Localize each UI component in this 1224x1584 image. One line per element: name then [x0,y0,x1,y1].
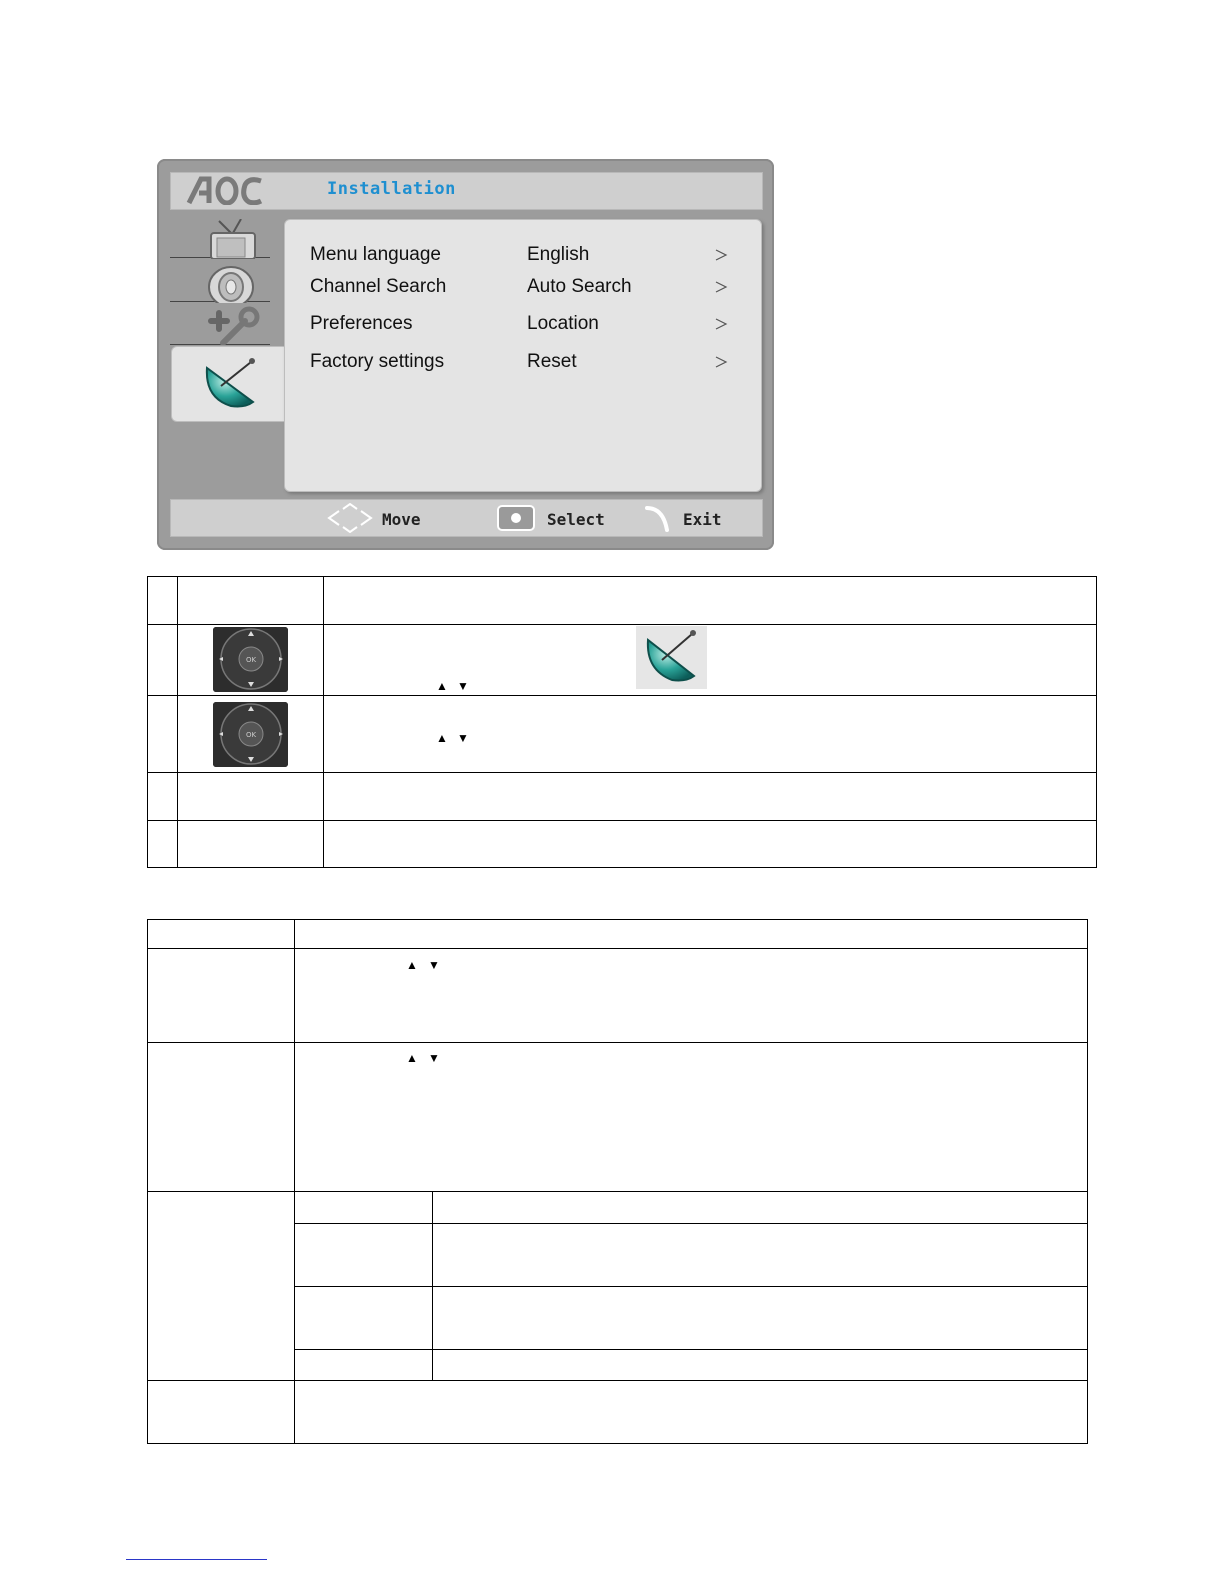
table-column-divider [323,576,324,868]
table-row-divider [147,772,1097,773]
menu-item-factory-settings[interactable] [310,351,750,379]
table-column-divider [177,576,178,868]
menu-item-preferences[interactable] [310,313,750,341]
down-arrow-glyph: ▼ [457,731,469,745]
move-dpad-icon [325,503,375,533]
remote-dpad-icon [213,627,288,692]
remote-dpad-icon [213,702,288,767]
table-row-divider [147,948,1088,949]
down-arrow-glyph: ▼ [428,958,440,972]
table-row-divider [147,1191,1088,1192]
up-arrow-glyph: ▲ [406,958,418,972]
menu-item-label: Channel Search [310,276,447,297]
down-arrow-glyph: ▼ [428,1051,440,1065]
menu-item-label: Preferences [310,313,413,334]
menu-item-value: Location [527,313,599,334]
table-row-divider [294,1223,1088,1224]
osd-hint-bar [170,499,763,537]
arrow-right-icon [714,355,728,369]
arrow-right-icon [714,280,728,294]
tools-icon[interactable] [201,305,261,345]
menu-item-value: Auto Search [527,276,632,297]
exit-return-icon [645,504,673,534]
menu-item-label: Factory settings [310,351,445,372]
svg-text:OK: OK [245,731,257,739]
steps-table [147,576,1097,868]
up-arrow-glyph: ▲ [436,679,448,693]
table-row-divider [147,1042,1088,1043]
menu-item-menu-language[interactable] [310,244,750,272]
menu-item-channel-search[interactable] [310,276,750,304]
down-arrow-glyph: ▼ [457,679,469,693]
arrow-right-icon [714,248,728,262]
table-row-divider [147,1380,1088,1381]
up-arrow-glyph: ▲ [406,1051,418,1065]
tv-icon[interactable] [197,219,267,259]
up-arrow-glyph: ▲ [436,731,448,745]
select-button-icon [497,505,535,531]
table-row-divider [294,1286,1088,1287]
osd-screenshot [157,159,774,550]
aoc-logo [185,175,265,205]
table-row-divider [147,820,1097,821]
table-row-divider [147,624,1097,625]
settings-table [147,919,1088,1444]
speaker-icon[interactable] [201,263,261,303]
satellite-dish-icon [636,626,707,689]
footer-link-underline[interactable] [126,1559,267,1560]
svg-text:OK: OK [245,656,257,664]
osd-title: Installation [327,179,456,199]
arrow-right-icon [714,317,728,331]
table-column-divider [294,919,295,1444]
hint-select: Select [547,510,605,529]
menu-item-value: English [527,244,590,265]
table-row-divider [147,695,1097,696]
menu-item-value: Reset [527,351,577,372]
satellite-dish-icon [201,354,261,414]
menu-item-label: Menu language [310,244,441,265]
hint-exit: Exit [683,510,722,529]
table-row-divider [294,1349,1088,1350]
hint-move: Move [382,510,421,529]
